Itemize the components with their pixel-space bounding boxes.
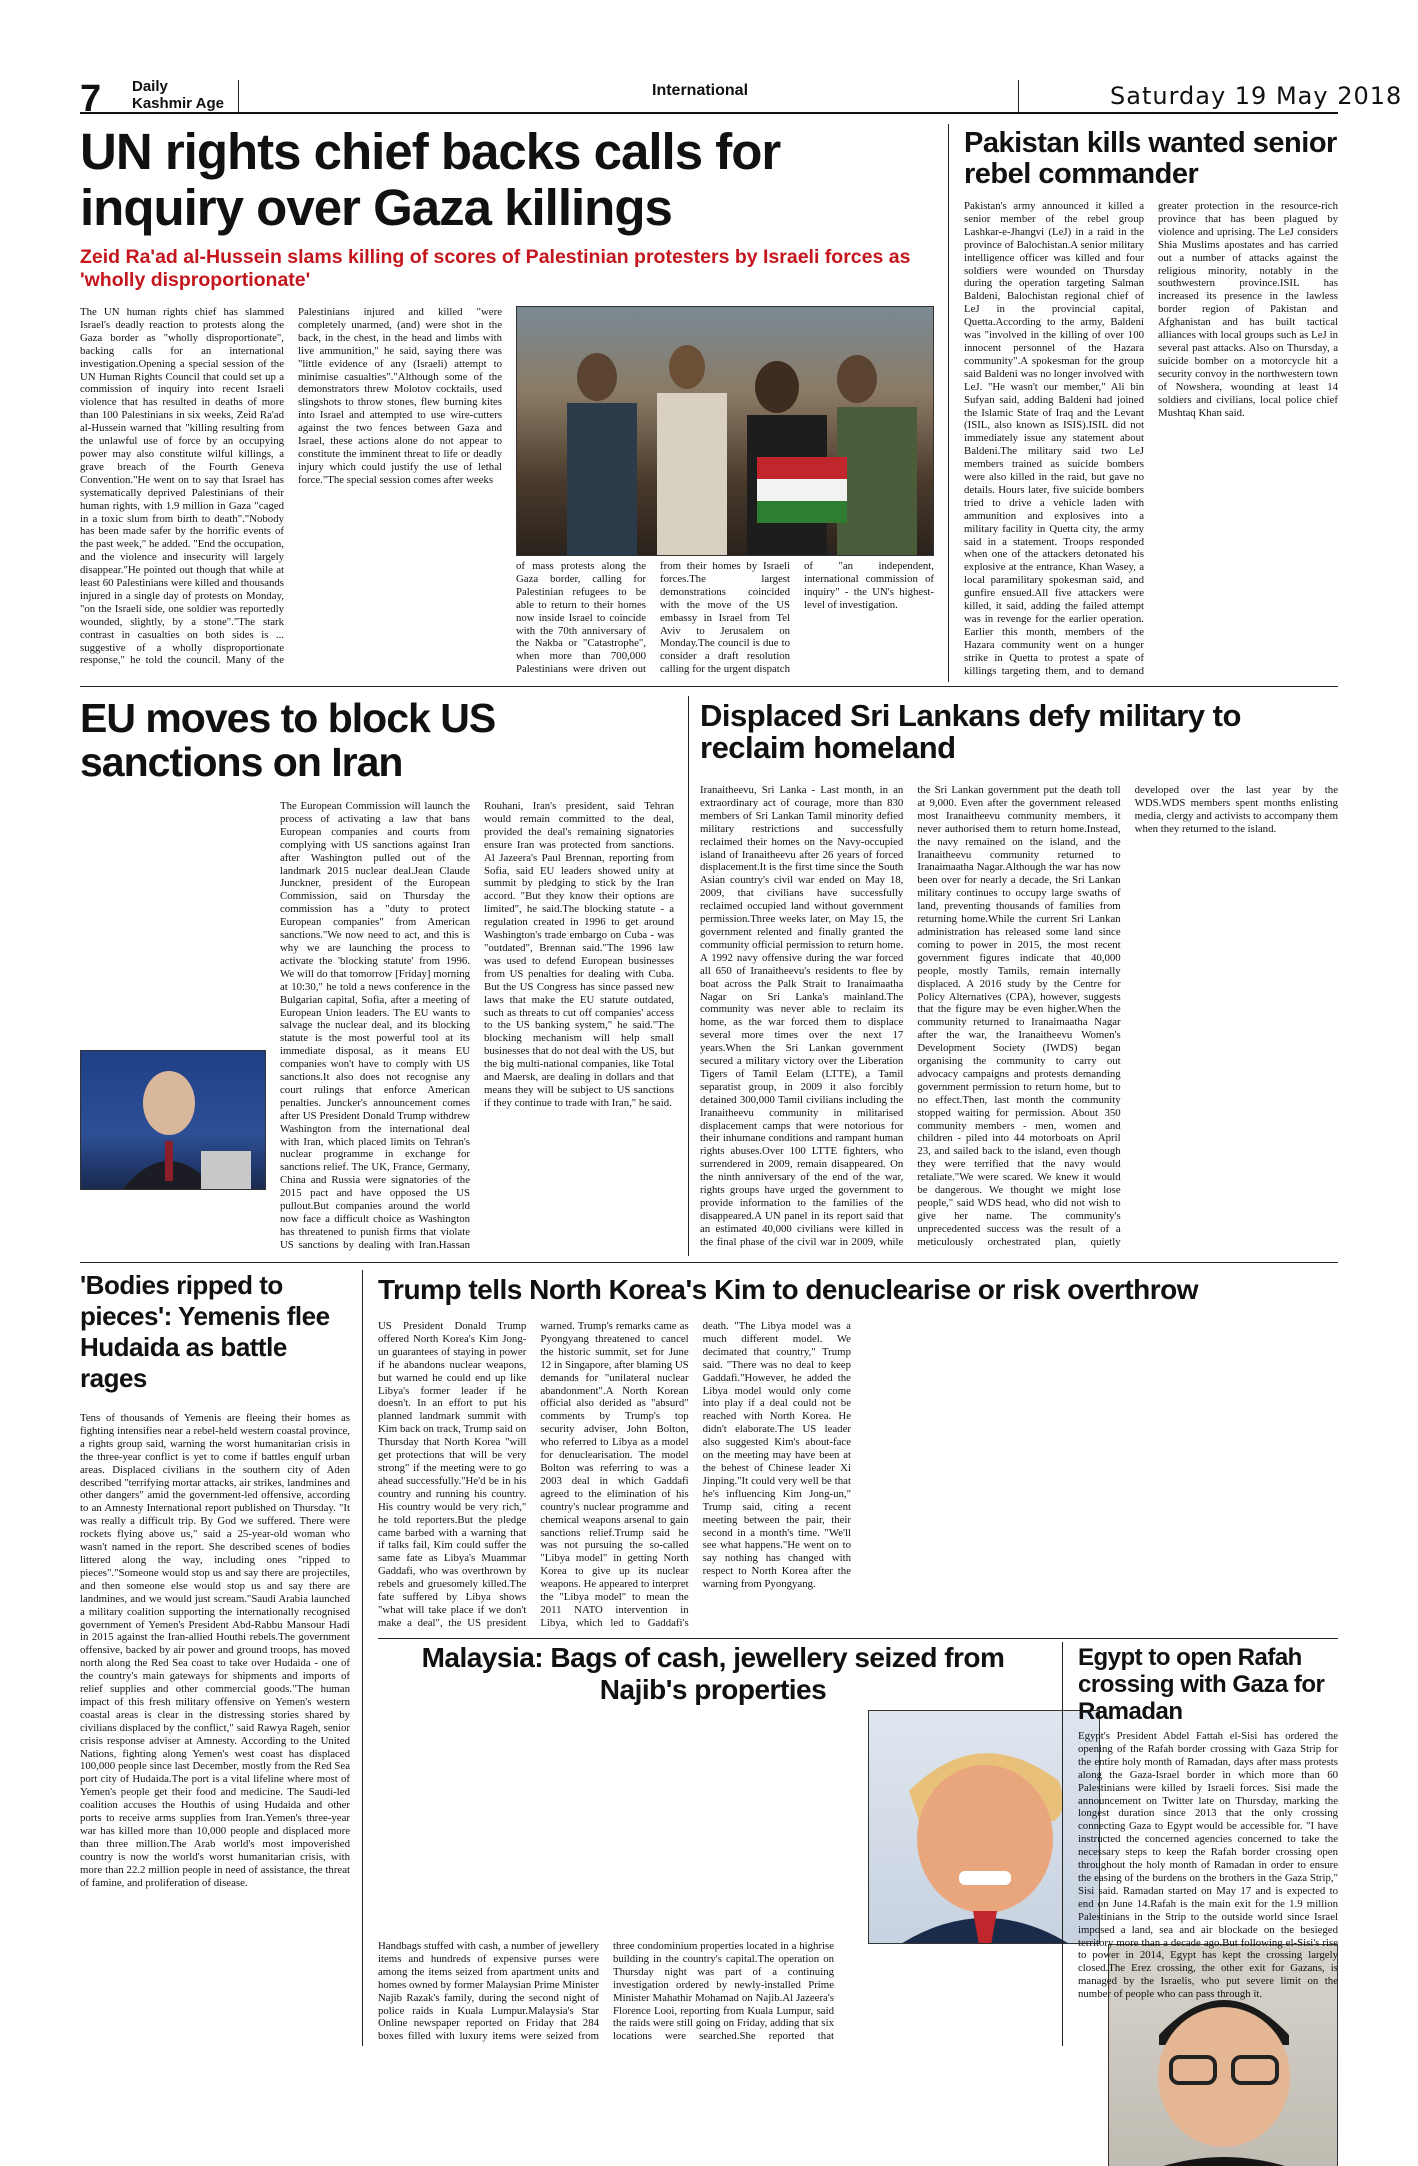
- headline-egypt-rafah: Egypt to open Rafah crossing with Gaza for Ramadan: [1078, 1644, 1325, 1725]
- headline-eu-iran: EU moves to block US sanctions on Iran: [80, 695, 496, 785]
- header-divider: [238, 80, 239, 112]
- newspaper-name-line2: Kashmir Age: [132, 95, 224, 112]
- issue-date: Saturday 19 May 2018: [1110, 82, 1403, 110]
- newspaper-name-line1: Daily: [132, 78, 168, 95]
- article-body-malaysia-col3: [842, 1714, 1048, 2046]
- deck-un-gaza: Zeid Ra'ad al-Hussein slams killing of scores of Palestinian protesters by Israeli forces as 'wholly disproportionate': [80, 246, 911, 291]
- newspaper-name: [132, 78, 224, 112]
- article-body-sri-lanka: Iranaitheevu, Sri Lanka - Last month, in an extraordinary act of courage, more than 830 members of Sri Lankan Tamil minority defied military restrictions and successfully reclaimed their homes on the Navy-occupied island of Iranaitheevu after 26 years of forced displacement.It is the first time since the South Asian country's civil war ended on May 18, 2009, that civilians have successfully reclaimed occupied land without government permission.Three weeks later, on May 15, the government relented and finally granted the community official permission to return home. A 1992 navy offensive during the war forced all 650 of Iranaitheevu's residents to flee by boat across the Palk Strait to Iranaimaatha Nagar on Sri Lanka's mainland.The community was never able to reclaim its home, as the war forced them to displace several more times over the next 17 years.When the Sri Lankan government secured a military victory over the Liberation Tigers of Tamil Eelam (LTTE), a Tamil separatist group, in 2009 it also forcibly detained 300,000 Tamil civilians including the Iranaitheevu community in militarised displacement camps that were notorious for their inhumane conditions and rampant human rights abuses.Over 100 LTTE fighters, who surrendered in 2009, remain disappeared. On the ninth anniversary of the end of the war, rights groups have urged the government to provide information to the families of the disappeared.A UN panel in its report said that an estimated 40,000 civilians were killed in the final phase of the civil war in 2009, while the Sri Lankan government put the death toll at 9,000. Even after the government released most Iranaitheevu community members, it never authorised them to return home.Instead, the navy remained on the island, and the Iranaitheevu community returned to Iranaimaatha Nagar.Although the war has now been over for nearly a decade, the Sri Lankan military continues to occupy large swaths of land, preventing thousands of families from returning home.While the current Sri Lankan administration has released some land since coming to power in 2015, the most recent government figures indicate that 40,000 people, mostly Tamils, remain internally displaced. A 2016 study by the Centre for Policy Alternatives (CPA), however, suggests that the figure may be even higher.When the community returned to Iranaimaatha Nagar after the war, the Iranaitheevu Women's Development Society (IWDS) began organising the community to carry out advocacy campaigns and protests demanding government permission to return home, but to no effect.Then, last month the community stopped waiting for permission. About 350 community members - men, women and children - piled into 44 motorboats on April 23, and sailed back to the island, even though they were terrified that the navy would retaliate."We were scared. We knew it would be dangerous. We thought we might lose people," said WDS head, who did not wish to give her name. The community's unprecedented success was the result of a meticulously orchestrated plan, quietly developed over the last year by the WDS.WDS members spent months enlisting media, clergy and activists to accompany them when they returned to the island.: [700, 784, 1338, 1248]
- crowd-photo-icon: [517, 307, 934, 556]
- section-label: International: [652, 82, 749, 99]
- photo-gaza-protest: [516, 306, 934, 556]
- headline-yemen: 'Bodies ripped to pieces': Yemenis flee Hudaida as battle rages: [80, 1270, 330, 1393]
- article-body-egypt-rafah: Egypt's President Abdel Fattah el-Sisi has ordered the opening of the Rafah border crossing with Gaza Strip for the entire holy month of Ramadan, days after mass protests along the Gaza-Israel border in which more than 60 Palestinians were killed by Israeli forces. Sisi made the announcement on Twitter late on Thursday, marking the longest duration since 2013 that the only crossing connecting Gaza to Egypt would be accessible for. "I have instructed the concerned agencies concerned to take the necessary steps to keep the Rafah border crossing open throughout the holy month of Ramadan in order to ensure the easing of the burdens on the brothers in the Gaza Strip," Sisi said. Ramadan started on May 17 and is expected to end on June 14.Rafah is the main exit for the 1.9 million Palestinians in the Strip to the outside world since Israel imposed a land, sea and air blockade on the besieged territory more than a decade ago.But following el-Sisi's rise to power in 2014, Egypt has kept the crossing largely closed.The Erez crossing, the other exit for Gazans, is managed by the Israelis, who put severe limit on the number of people who can pass through it.: [1078, 1730, 1338, 2001]
- section-rule: [80, 1262, 1338, 1263]
- column-divider: [362, 1270, 363, 2046]
- article-body-malaysia: Handbags stuffed with cash, a number of jewellery items and hundreds of expensive purses were among the items seized from apartment units and homes owned by former Malaysian Prime Minister Najib Razak's family, during the second night of police raids in Kuala Lumpur.Malaysia's Star Online newspaper reported on Friday that 284 boxes filled with luxury items were seized from three condominium properties located in a highrise building in the country's capital.The operation on Thursday night was part of a continuing investigation ordered by newly-installed Prime Minister Mahathir Mohamad on Najib.Al Jazeera's Florence Looi, reporting from Kuala Lumpur, said the raids were still going on Friday, adding that six locations were searched.She reported that: [378, 1940, 834, 2043]
- headline-malaysia: Malaysia: Bags of cash, jewellery seized from Najib's properties: [421, 1642, 1005, 1705]
- section-rule: [378, 1638, 1338, 1639]
- section-rule: [80, 686, 1338, 687]
- header-divider: [1018, 80, 1019, 112]
- headline-pakistan: Pakistan kills wanted senior rebel commander: [964, 127, 1337, 190]
- article-body-yemen: Tens of thousands of Yemenis are fleeing their homes as fighting intensifies near a rebel-held western coastal province, a rights group said, warning the worst humanitarian crisis in the three-year conflict is yet to come if battles engulf urban areas. Displaced civilians in the southern city of Aden described "terrifying mortar attacks, air strikes, landmines and other dangers" amid the government-led offensive, according to an Amnesty International report published on Thursday. "It was really a difficult trip. By God we suffered. There were rockets flying above us," said a 25-year-old woman who wasn't named in the report. She described scenes of bodies littered along the way, including ones "ripped to pieces"."Someone would stop us and say there are projectiles, and then someone else would stop us and say there are landmines, and we would just scream."Saudi Arabia launched a military coalition supporting the internationally recognised government of Yemen's President Abd-Rabbu Mansour Hadi in 2015 against the Iran-allied Houthi rebels.The government offensive, backed by air power and ground troops, has moved north along the Red Sea coast to take over Hudaida - one of the country's main gateways for shipments and imports of relief supplies and other commercial goods."The human impact of this fresh military offensive on Yemen's western coastal areas is clear in the distressing stories shared by civilians displaced by the conflict," said Rawya Rageh, senior crisis response adviser at Amnesty. According to the United Nations, fighting along Yemen's west coast has displaced 100,000 people since last December, mostly from the Red Sea port city of Hudaida.The port is a vital lifeline where most of Yemen's people get their food and medicine. The Saudi-led coalition accuses the Houthis of using Hudaida and other ports to receive arms supplies from Iran.Yemen's three-year war has killed more than 10,000 people and displaced more than three million.The Arab world's most impoverished country is now the world's worst humanitarian crisis, with more than 22.2 million people in need of assistance, the threat of famine, and proliferation of disease.: [80, 1412, 350, 1889]
- article-body-trump-kim: US President Donald Trump offered North Korea's Kim Jong-un guarantees of staying in power if he abandons nuclear weapons, but warned he could end up like Libya's former leader if he doesn't. In an effort to put his planned landmark summit with Kim back on track, Trump said on Thursday that North Korea "will get protections that will be very strong" if the meeting were to go ahead successfully."He'd be in his country and running his country. His country would be very rich," he told reporters.But the pledge came barbed with a warning that if talks fail, Kim could suffer the same fate as Libya's Muammar Gaddafi, who was overthrown by rebels and gruesomely killed.The fate suffered by Libya shows "what will take place if we don't make a deal", the US president warned. Trump's remarks came as Pyongyang threatened to cancel the historic summit, set for June 12 in Singapore, after blaming US demands for "unilateral nuclear abandonment".A North Korean official also derided as "absurd" comments by Trump's top security adviser, John Bolton, who referred to Libya as a model for denuclearisation. The model Bolton was referring to was a 2003 deal in which Gaddafi agreed to the elimination of his country's nuclear programme and chemical weapons arsenal to gain sanctions relief.Trump said he was not pursuing the so-called "Libya model" in getting North Korea to give up its nuclear weapons. He appeared to interpret the "Libya model" to mean the 2011 NATO intervention in Libya, which led to Gaddafi's death. "The Libya model was a much different model. We decimated that country," Trump said. "There was no deal to keep Gaddafi."However, he added the Libya model would only come into play if a deal could not be reached with North Korea. He didn't elaborate.The US leader also suggested Kim's about-face on the meeting may have been at the behest of Chinese leader Xi Jinping."It could very well be that he's influencing Kim Jong-un," Trump said, citing a recent meeting between the pair, their second in a month's time. "We'll see what happens."He went on to say nothing has changed with respect to North Korea after the warning from Pyongyang.: [378, 1320, 851, 1629]
- article-body-pakistan: Pakistan's army announced it killed a senior member of the rebel group Lashkar-e-Jhangvi (LeJ) in a raid in the province of Balochistan.A senior military intelligence officer was killed and four soldiers were wounded on Thursday during the operation targeting Salman Baldeni, Balochistan regional chief of LeJ in the provincial capital, Quetta.According to the army, Baldeni was "involved in the killing of over 100 innocent personnel of the Hazara community".A spokesman for the group said Baldeni was no longer involved with LeJ. "He wasn't our member," Ali bin Sufyan said, adding Baldeni had joined the Islamic State of Iraq and the Levant (ISIL, also known as ISIS).ISIL did not immediately issue any statement about Baldeni.The military said two LeJ members trained as suicide bombers were also killed in the raid, but gave no details. Hours later, five suicide bombers tried to drive a vehicle laden with ammunition and explosives into a military facility in Quetta city, the army said in a statement. Troops responded when one of the attackers detonated his explosive at the entrance, Khan Wasey, a local paramilitary spokesman said, and gunfire ensued.All five attackers were killed, it said, adding the failed attempt was in revenge for the earlier operation. Earlier this month, members of the Hazara community went on a hunger strike in Quetta to protest a spate of killings targeting them, and to demand greater protection in the resource-rich province that has been plagued by violence and uprising. The LeJ considers Shia Muslims apostates and has carried out a number of attacks against the religious minority, notably in the southwestern province.ISIL has increased its presence in the lawless border region of Pakistan and Afghanistan and has built tactical alliances with local groups such as LeJ in several past attacks. Also on Thursday, a suicide bomber on a motorcycle hit a security convoy in the northwestern town of Nowshera, wounding at least 14 soldiers and civilians, local police chief Mushtaq Khan said.: [964, 200, 1338, 677]
- column-divider: [688, 696, 689, 1256]
- article-body-un-gaza-continued: of mass protests along the Gaza border, calling for Palestinian refugees to be able to return to their homes now inside Israel to coincide with the 70th anniversary of the Nakba or "Catastrophe", when more than 700,000 Palestinians were driven out from their homes by Israeli forces.The largest demonstrations coincided with the move of the US embassy in Israel from Tel Aviv to Jerusalem on Monday.The council is due to consider a draft resolution calling for the urgent dispatch of "an independent, international commission of inquiry" - the UN's highest-level of investigation.: [516, 560, 934, 676]
- column-divider: [948, 124, 949, 682]
- header-rule: [80, 112, 1338, 114]
- headline-sri-lanka: Displaced Sri Lankans defy military to reclaim homeland: [700, 698, 1241, 765]
- headline-trump-kim: Trump tells North Korea's Kim to denuclearise or risk overthrow: [378, 1274, 1199, 1305]
- article-body-eu-iran: The European Commission will launch the process of activating a law that bans European companies and courts from complying with US sanctions against Iran after Washington pulled out of the landmark 2015 nuclear deal.Jean Claude Junckner, president of the European Commission, said on Thursday the commission has a "duty to protect European companies" from American sanctions."We now need to act, and this is why we are launching the process to activate the 'blocking statute' from 1996. We will do that tomorrow [Friday] morning at 10:30," he told a news conference in the Bulgarian capital, Sofia, after a meeting of European Union leaders. The EU wants to salvage the nuclear deal, and its blocking statute is the most powerful tool at its immediate disposal, as it means EU companies won't have to comply with US sanctions.It also does not recognise any court rulings that enforce American penalties. Juncker's announcement comes after US President Donald Trump withdrew Washington from the international deal with Iran, which placed limits on Tehran's nuclear programme in exchange for sanctions relief. The UK, France, Germany, China and Russia were signatories of the 2015 pact and have opposed the US pullout.But companies around the world now face a difficult choice as Washington has threatened to punish firms that violate US sanctions by dealing with Iran.Hassan Rouhani, Iran's president, said Tehran would remain committed to the deal, provided the deal's remaining signatories ensure Iran was protected from sanctions. Al Jazeera's Paul Brennan, reporting from Sofia, said EU leaders showed unity at summit by pledging to stick by the Iran accord. "But they know their options are limited", he said.The blocking statute - a regulation created in 1996 to get around Washington's trade embargo on Cuba - was "outdated", Brennan said."The 1996 law was used to defend European businesses from US penalties for dealing with Cuba. But the US Congress has since passed new laws that make the EU statute outdated, such as threats to cut off companies' access to the US banking system," he said."The blocking mechanism will help small businesses that do not deal with the US, but the big multi-national companies, like Total and Maersk, are dealing in dollars and that means they will be subject to US sanctions if they continue to trade with Iran," he said.: [280, 800, 674, 1251]
- article-body-un-gaza: The UN human rights chief has slammed Israel's deadly reaction to protests along the Gaza border as "wholly disproportionate", backing calls for an international investigation.Opening a special session of the UN Human Rights Council that could set up a commission of inquiry into recent Israeli violence that has resulted in deaths of more than 100 Palestinians in six weeks, Zeid Ra'ad al-Hussein warned that "killing resulting from the unlawful use of force by an occupying power may also constitute wilful killings, a grave breach of the Fourth Geneva Convention."He went on to say that Israel has systematically deprived Palestinians of their human rights, with 1.9 million in Gaza "caged in a toxic slum from birth to death"."Nobody has been made safer by the horrific events of the past week," he added. "End the occupation, and the violence and insecurity will largely disappear."He pointed out though that while at least 60 Palestinians were killed and thousands injured in a single day of protests on Monday, "on the Israeli side, one soldier was reportedly wounded, slightly, by a stone"."The stark contrast in casualties on both sides is ... suggestive of a wholly disproportionate response," he told the council. Many of the Palestinians injured and killed "were completely unarmed, (and) were shot in the back, in the chest, in the head and limbs with live ammunition," he said, saying there was "little evidence of any (Israeli) attempt to minimise casualties"."Although some of the demonstrators threw Molotov cocktails, used slingshots to throw stones, flew burning kites into Israel and attempted to use wire-cutters against the two fences between Gaza and Israel, these actions alone do not appear to constitute the imminent threat to life or deadly injury which could justify the use of lethal force."The special session comes after weeks: [80, 306, 502, 667]
- page-number: 7: [80, 78, 102, 120]
- headline-un-gaza: UN rights chief backs calls for inquiry over Gaza killings: [80, 123, 781, 236]
- column-divider: [1062, 1642, 1063, 2046]
